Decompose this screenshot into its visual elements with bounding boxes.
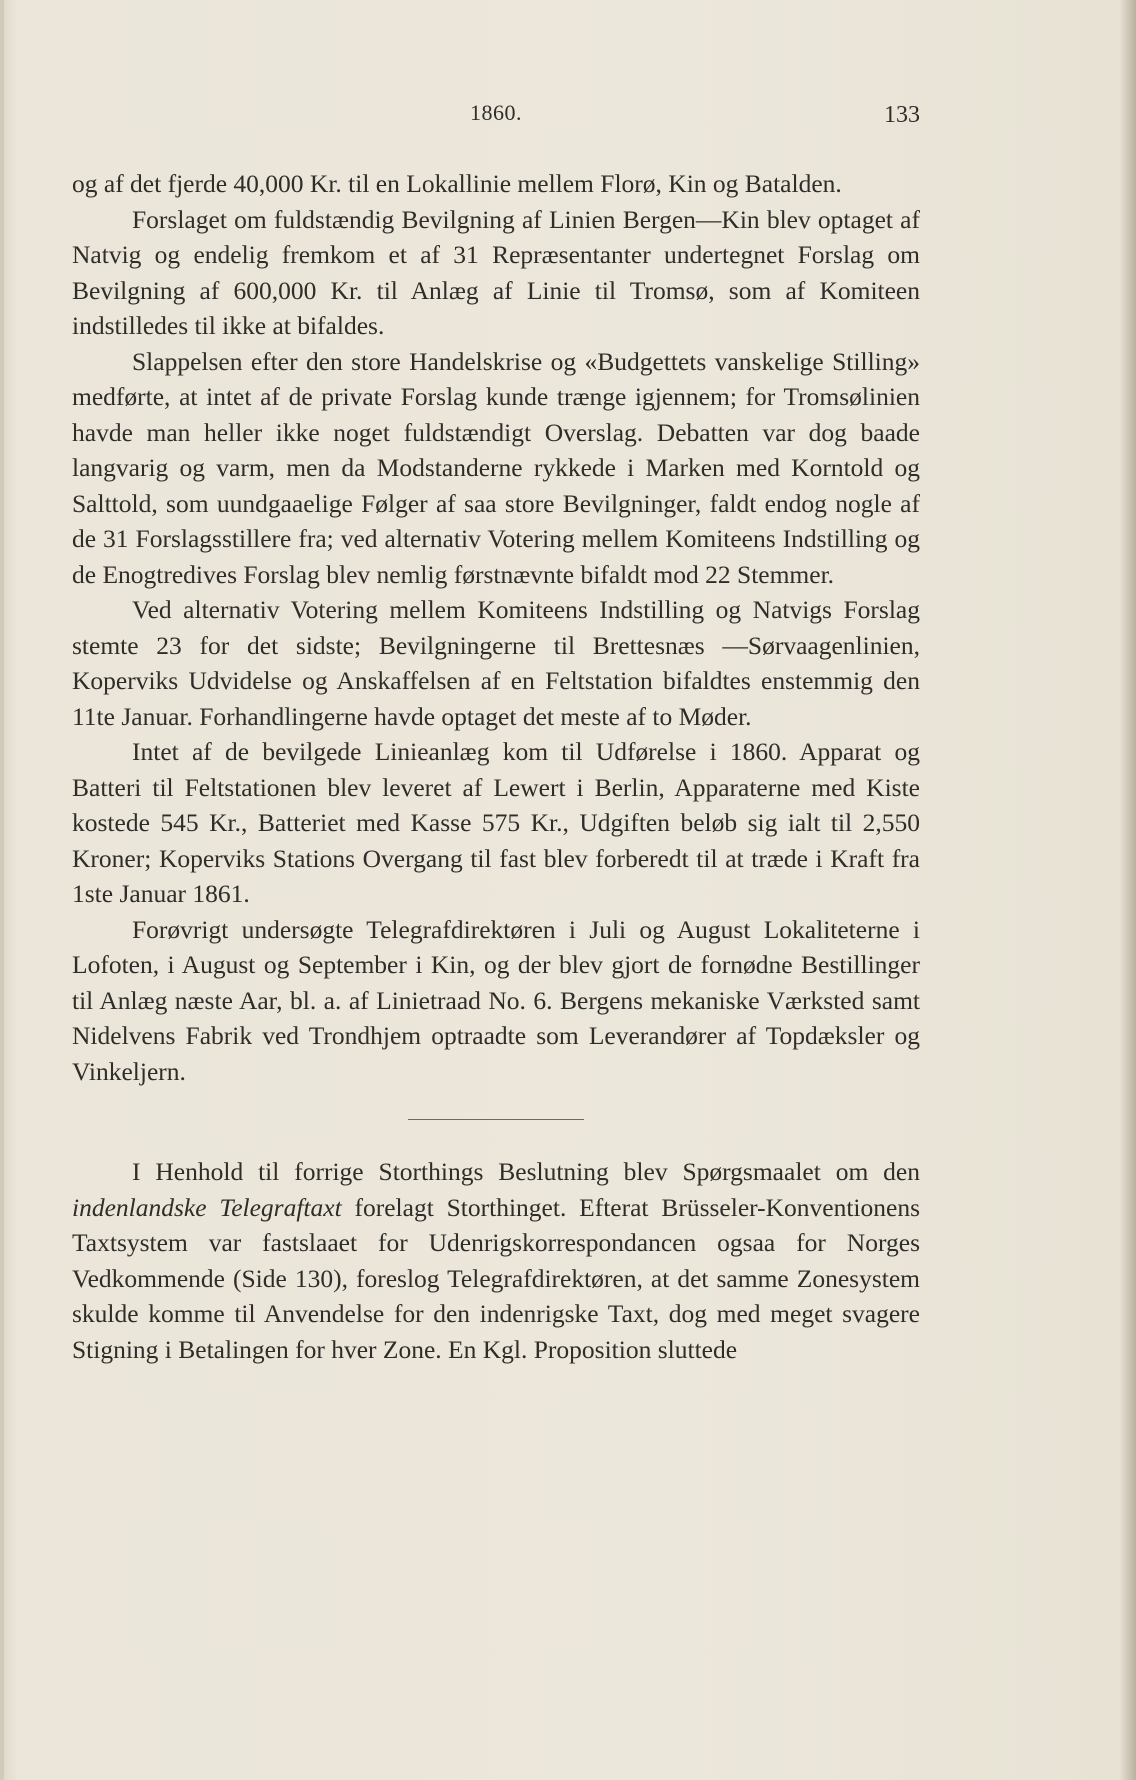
paragraph-5: Intet af de bevilgede Linieanlæg kom til Udførelse i 1860. Apparat og Batteri til Feltstationen blev leveret af Lewert i Berlin, Apparaterne med Kiste kostede 545 Kr., Batteriet med Kasse 575 Kr., Udgiften beløb sig ialt til 2,550 Kroner; Koperviks Stations Overgang til fast blev forberedt til at træde i Kraft fra 1ste Januar 1861. (72, 737, 920, 908)
paragraph-7 (72, 1154, 920, 1367)
paragraph-6: Forøvrigt undersøgte Telegrafdirektøren i Juli og August Lokaliteterne i Lofoten, i August og September i Kin, og der blev gjort de fornødne Bestillinger til Anlæg næste Aar, bl. a. af Linietraad No. 6. Bergens mekaniske Værksted samt Nidelvens Fabrik ved Trondhjem optraadte som Leverandører af Topdæksler og Vinkeljern. (72, 914, 920, 1086)
page-right-edge (1120, 0, 1136, 1780)
paragraph-7-rest: forelagt Storthinget. Efterat Brüsseler-Konventionens Taxtsystem var fastslaaet for Udenrigskorrespondancen ogsaa for Norges Vedkommende (Side 130), foreslog Telegrafdirektøren, at det samme Zonesystem skulde komme til Anvendelse for den indenrigske Taxt, dog med meget svagere Stigning i Betalingen for hver Zone. En Kgl. Proposition sluttede (72, 1192, 921, 1364)
paragraph-3: Slappelsen efter den store Handelskrise og «Budgettets vanskelige Stilling» medførte, at intet af de private Forslag kunde trænge igjennem; for Tromsølinien havde man heller ikke noget fuldstændigt Overslag. Debatten var dog baade langvarig og varm, men da Modstanderne rykkede i Marken med Korntold og Salttold, som uundgaaelige Følger af saa store Bevilgninger, faldt endog nogle af de 31 Forslagsstillere fra; ved alternativ Votering mellem Komiteens Indstilling og de Enogtredives Forslag blev nemlig førstnævnte bifaldt mod 22 Stemmer. (72, 346, 920, 589)
paragraph-4: Ved alternativ Votering mellem Komiteens Indstilling og Natvigs Forslag stemte 23 for det sidste; Bevilgningerne til Brettesnæs —Sørvaagenlinien, Koperviks Udvidelse og Anskaffelsen af en Feltstation bifaldtes enstemmig den 11te Januar. Forhandlingerne havde optaget det meste af to Møder. (72, 595, 920, 731)
page-number: 133 (884, 102, 920, 128)
paragraph-1: og af det fjerde 40,000 Kr. til en Lokallinie mellem Florø, Kin og Batalden. (72, 169, 842, 198)
body-text (72, 166, 920, 1367)
running-header (72, 100, 920, 134)
paragraph-2: Forslaget om fuldstændig Bevilgning af Linien Bergen—Kin blev optaget af Natvig og endelig fremkom et af 31 Repræsentanter undertegnet Forslag om Bevilgning af 600,000 Kr. til Anlæg af Linie til Tromsø, som af Komiteen indstilledes til ikke at bifaldes. (72, 204, 920, 340)
page-left-edge (0, 0, 4, 1780)
paragraph-7-start: I Henhold til forrige Storthings Beslutning blev Spørgsmaalet om den (132, 1157, 920, 1186)
section-divider (408, 1119, 584, 1120)
header-year: 1860. (470, 100, 522, 125)
italic-term: indenlandske Telegraftaxt (72, 1192, 342, 1222)
